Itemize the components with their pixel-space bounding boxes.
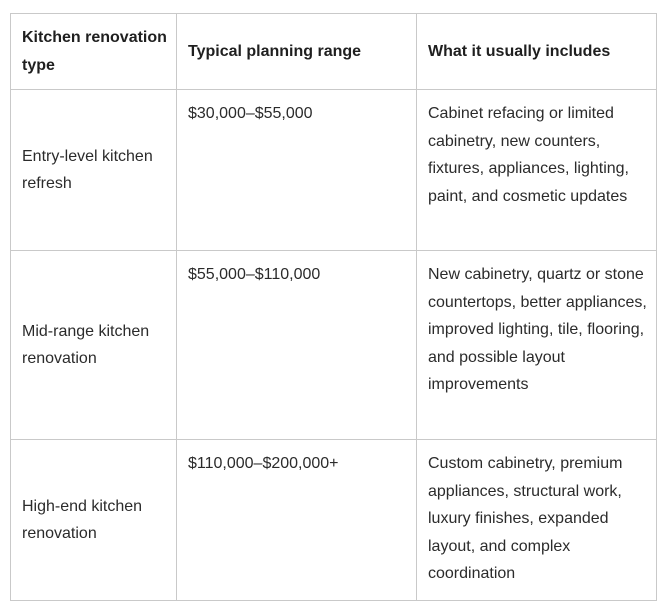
header-includes: What it usually includes <box>417 14 657 90</box>
header-renovation-type: Kitchen renovation type <box>11 14 177 90</box>
includes-cell: New cabinetry, quartz or stone countertops, better appliances, improved lighting, tile, flooring, and possible layout improvements <box>417 251 657 440</box>
table-row <box>11 440 657 601</box>
includes-cell: Custom cabinetry, premium appliances, structural work, luxury finishes, expanded layout, and complex coordination <box>417 440 657 601</box>
table-body <box>11 90 657 601</box>
planning-range-cell: $110,000–$200,000+ <box>177 440 417 601</box>
header-row <box>11 14 657 90</box>
includes-cell: Cabinet refacing or limited cabinetry, new counters, fixtures, appliances, lighting, paint, and cosmetic updates <box>417 90 657 251</box>
header-planning-range: Typical planning range <box>177 14 417 90</box>
planning-range-cell: $30,000–$55,000 <box>177 90 417 251</box>
table-row <box>11 90 657 251</box>
table-row <box>11 251 657 440</box>
planning-range-cell: $55,000–$110,000 <box>177 251 417 440</box>
table-header <box>11 14 657 90</box>
renovation-type-cell: Mid-range kitchen renovation <box>11 251 177 440</box>
renovation-type-cell: High-end kitchen renovation <box>11 440 177 601</box>
renovation-type-cell: Entry-level kitchen refresh <box>11 90 177 251</box>
renovation-cost-table <box>10 13 657 601</box>
